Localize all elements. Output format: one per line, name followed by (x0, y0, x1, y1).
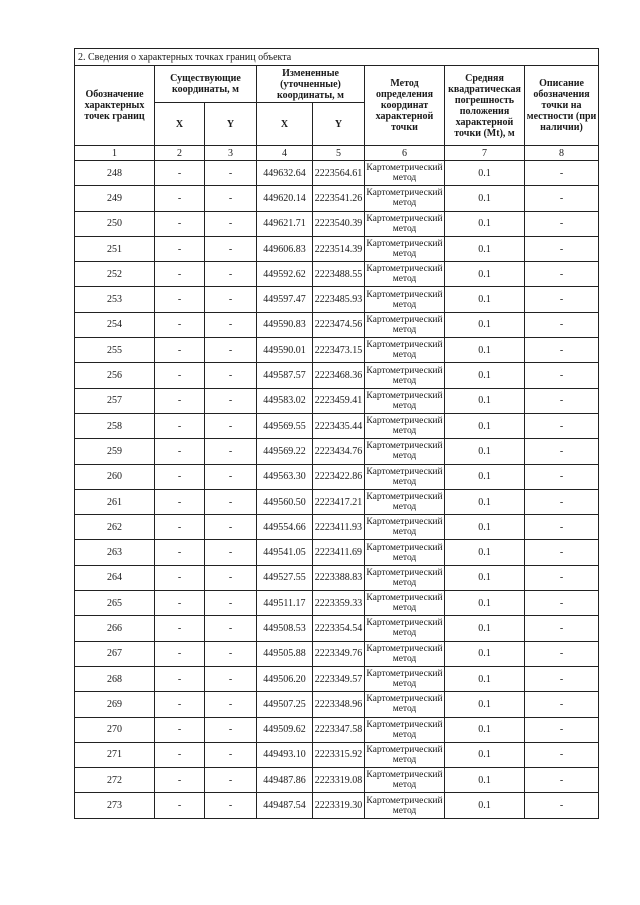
header-existing-y: Y (205, 103, 257, 146)
rms-error-cell: 0.1 (445, 186, 525, 211)
header-method: Метод определения координат характерной точки (365, 66, 445, 146)
existing-y-cell: - (205, 565, 257, 590)
table-row (75, 312, 599, 337)
changed-y-cell: 2223411.69 (313, 540, 365, 565)
method-cell: Картометрический метод (365, 489, 445, 514)
method-cell: Картометрический метод (365, 515, 445, 540)
changed-y-cell: 2223459.41 (313, 388, 365, 413)
rms-error-cell: 0.1 (445, 464, 525, 489)
point-number-cell: 254 (75, 312, 155, 337)
changed-x-cell: 449505.88 (257, 641, 313, 666)
method-cell: Картометрический метод (365, 363, 445, 388)
existing-x-cell: - (155, 211, 205, 236)
rms-error-cell: 0.1 (445, 388, 525, 413)
method-cell: Картометрический метод (365, 287, 445, 312)
changed-x-cell: 449606.83 (257, 236, 313, 261)
changed-y-cell: 2223541.26 (313, 186, 365, 211)
point-number-cell: 264 (75, 565, 155, 590)
table-body (75, 161, 599, 819)
table-row (75, 236, 599, 261)
changed-y-cell: 2223435.44 (313, 413, 365, 438)
existing-y-cell: - (205, 439, 257, 464)
changed-x-cell: 449592.62 (257, 262, 313, 287)
changed-x-cell: 449527.55 (257, 565, 313, 590)
existing-y-cell: - (205, 236, 257, 261)
column-number: 7 (445, 146, 525, 161)
existing-y-cell: - (205, 793, 257, 818)
description-cell: - (525, 363, 599, 388)
rms-error-cell: 0.1 (445, 793, 525, 818)
description-cell: - (525, 489, 599, 514)
description-cell: - (525, 211, 599, 236)
point-number-cell: 258 (75, 413, 155, 438)
changed-x-cell: 449583.02 (257, 388, 313, 413)
description-cell: - (525, 591, 599, 616)
table-row (75, 161, 599, 186)
point-number-cell: 249 (75, 186, 155, 211)
point-number-cell: 253 (75, 287, 155, 312)
description-cell: - (525, 388, 599, 413)
changed-y-cell: 2223347.58 (313, 717, 365, 742)
existing-y-cell: - (205, 742, 257, 767)
existing-x-cell: - (155, 565, 205, 590)
existing-x-cell: - (155, 616, 205, 641)
existing-x-cell: - (155, 439, 205, 464)
description-cell: - (525, 641, 599, 666)
changed-y-cell: 2223514.39 (313, 236, 365, 261)
method-cell: Картометрический метод (365, 338, 445, 363)
table-row (75, 641, 599, 666)
point-number-cell: 269 (75, 692, 155, 717)
point-number-cell: 265 (75, 591, 155, 616)
existing-x-cell: - (155, 515, 205, 540)
section-title-row (75, 49, 599, 66)
description-cell: - (525, 186, 599, 211)
existing-x-cell: - (155, 641, 205, 666)
table-row (75, 515, 599, 540)
point-number-cell: 271 (75, 742, 155, 767)
method-cell: Картометрический метод (365, 616, 445, 641)
method-cell: Картометрический метод (365, 186, 445, 211)
existing-y-cell: - (205, 489, 257, 514)
table-row (75, 262, 599, 287)
changed-x-cell: 449590.01 (257, 338, 313, 363)
existing-x-cell: - (155, 793, 205, 818)
existing-x-cell: - (155, 186, 205, 211)
column-number-row (75, 146, 599, 161)
rms-error-cell: 0.1 (445, 312, 525, 337)
description-cell: - (525, 439, 599, 464)
method-cell: Картометрический метод (365, 312, 445, 337)
table-row (75, 186, 599, 211)
table-row (75, 464, 599, 489)
changed-y-cell: 2223319.30 (313, 793, 365, 818)
table-row (75, 540, 599, 565)
existing-x-cell: - (155, 717, 205, 742)
description-cell: - (525, 540, 599, 565)
method-cell: Картометрический метод (365, 236, 445, 261)
rms-error-cell: 0.1 (445, 717, 525, 742)
column-number: 2 (155, 146, 205, 161)
point-number-cell: 257 (75, 388, 155, 413)
existing-x-cell: - (155, 742, 205, 767)
point-number-cell: 267 (75, 641, 155, 666)
changed-x-cell: 449590.83 (257, 312, 313, 337)
existing-y-cell: - (205, 641, 257, 666)
changed-x-cell: 449507.25 (257, 692, 313, 717)
changed-y-cell: 2223474.56 (313, 312, 365, 337)
point-number-cell: 266 (75, 616, 155, 641)
existing-x-cell: - (155, 666, 205, 691)
changed-x-cell: 449554.66 (257, 515, 313, 540)
description-cell: - (525, 616, 599, 641)
changed-x-cell: 449508.53 (257, 616, 313, 641)
changed-x-cell: 449493.10 (257, 742, 313, 767)
rms-error-cell: 0.1 (445, 489, 525, 514)
changed-x-cell: 449487.86 (257, 768, 313, 793)
column-number: 5 (313, 146, 365, 161)
header-description: Описание обозначения точки на местности (при наличии) (525, 66, 599, 146)
changed-y-cell: 2223349.76 (313, 641, 365, 666)
point-number-cell: 261 (75, 489, 155, 514)
method-cell: Картометрический метод (365, 161, 445, 186)
method-cell: Картометрический метод (365, 464, 445, 489)
changed-x-cell: 449563.30 (257, 464, 313, 489)
existing-y-cell: - (205, 692, 257, 717)
changed-y-cell: 2223422.86 (313, 464, 365, 489)
existing-x-cell: - (155, 262, 205, 287)
existing-y-cell: - (205, 616, 257, 641)
rms-error-cell: 0.1 (445, 515, 525, 540)
method-cell: Картометрический метод (365, 793, 445, 818)
description-cell: - (525, 692, 599, 717)
point-number-cell: 255 (75, 338, 155, 363)
existing-x-cell: - (155, 489, 205, 514)
table-row (75, 742, 599, 767)
method-cell: Картометрический метод (365, 692, 445, 717)
table-row (75, 768, 599, 793)
header-existing-x: X (155, 103, 205, 146)
existing-x-cell: - (155, 540, 205, 565)
method-cell: Картометрический метод (365, 591, 445, 616)
method-cell: Картометрический метод (365, 641, 445, 666)
header-changed-y: Y (313, 103, 365, 146)
existing-x-cell: - (155, 692, 205, 717)
existing-x-cell: - (155, 413, 205, 438)
changed-x-cell: 449541.05 (257, 540, 313, 565)
column-number: 3 (205, 146, 257, 161)
rms-error-cell: 0.1 (445, 565, 525, 590)
method-cell: Картометрический метод (365, 717, 445, 742)
method-cell: Картометрический метод (365, 540, 445, 565)
table-row (75, 413, 599, 438)
point-number-cell: 256 (75, 363, 155, 388)
description-cell: - (525, 161, 599, 186)
existing-y-cell: - (205, 186, 257, 211)
existing-x-cell: - (155, 768, 205, 793)
point-number-cell: 250 (75, 211, 155, 236)
table-row (75, 338, 599, 363)
existing-x-cell: - (155, 161, 205, 186)
existing-y-cell: - (205, 717, 257, 742)
table-row (75, 388, 599, 413)
method-cell: Картометрический метод (365, 413, 445, 438)
description-cell: - (525, 464, 599, 489)
changed-x-cell: 449620.14 (257, 186, 313, 211)
description-cell: - (525, 515, 599, 540)
table-row (75, 616, 599, 641)
rms-error-cell: 0.1 (445, 616, 525, 641)
point-number-cell: 248 (75, 161, 155, 186)
changed-x-cell: 449621.71 (257, 211, 313, 236)
method-cell: Картометрический метод (365, 666, 445, 691)
method-cell: Картометрический метод (365, 742, 445, 767)
table-row (75, 363, 599, 388)
table-row (75, 211, 599, 236)
existing-x-cell: - (155, 312, 205, 337)
existing-x-cell: - (155, 338, 205, 363)
description-cell: - (525, 287, 599, 312)
changed-y-cell: 2223564.61 (313, 161, 365, 186)
point-number-cell: 251 (75, 236, 155, 261)
boundary-points-table (74, 48, 599, 819)
changed-y-cell: 2223411.93 (313, 515, 365, 540)
description-cell: - (525, 768, 599, 793)
changed-y-cell: 2223348.96 (313, 692, 365, 717)
changed-y-cell: 2223488.55 (313, 262, 365, 287)
changed-y-cell: 2223434.76 (313, 439, 365, 464)
description-cell: - (525, 262, 599, 287)
changed-x-cell: 449569.55 (257, 413, 313, 438)
description-cell: - (525, 236, 599, 261)
table-row (75, 793, 599, 818)
section-title: 2. Сведения о характерных точках границ объекта (75, 49, 599, 66)
existing-x-cell: - (155, 287, 205, 312)
existing-y-cell: - (205, 515, 257, 540)
description-cell: - (525, 312, 599, 337)
rms-error-cell: 0.1 (445, 540, 525, 565)
table-row (75, 565, 599, 590)
table-row (75, 717, 599, 742)
document-sheet (74, 48, 598, 819)
rms-error-cell: 0.1 (445, 439, 525, 464)
table-row (75, 287, 599, 312)
point-number-cell: 259 (75, 439, 155, 464)
rms-error-cell: 0.1 (445, 363, 525, 388)
changed-y-cell: 2223388.83 (313, 565, 365, 590)
table-row (75, 692, 599, 717)
method-cell: Картометрический метод (365, 439, 445, 464)
changed-y-cell: 2223485.93 (313, 287, 365, 312)
rms-error-cell: 0.1 (445, 262, 525, 287)
existing-y-cell: - (205, 413, 257, 438)
existing-y-cell: - (205, 768, 257, 793)
method-cell: Картометрический метод (365, 768, 445, 793)
changed-x-cell: 449569.22 (257, 439, 313, 464)
rms-error-cell: 0.1 (445, 641, 525, 666)
table-row (75, 591, 599, 616)
point-number-cell: 252 (75, 262, 155, 287)
changed-y-cell: 2223354.54 (313, 616, 365, 641)
changed-y-cell: 2223417.21 (313, 489, 365, 514)
point-number-cell: 260 (75, 464, 155, 489)
header-row-1 (75, 66, 599, 103)
method-cell: Картометрический метод (365, 388, 445, 413)
existing-y-cell: - (205, 287, 257, 312)
existing-y-cell: - (205, 591, 257, 616)
rms-error-cell: 0.1 (445, 768, 525, 793)
rms-error-cell: 0.1 (445, 161, 525, 186)
changed-x-cell: 449509.62 (257, 717, 313, 742)
existing-x-cell: - (155, 464, 205, 489)
method-cell: Картометрический метод (365, 565, 445, 590)
existing-y-cell: - (205, 312, 257, 337)
description-cell: - (525, 793, 599, 818)
column-number: 6 (365, 146, 445, 161)
existing-y-cell: - (205, 161, 257, 186)
method-cell: Картометрический метод (365, 211, 445, 236)
rms-error-cell: 0.1 (445, 413, 525, 438)
column-number: 4 (257, 146, 313, 161)
header-existing-coords: Существующие координаты, м (155, 66, 257, 103)
changed-x-cell: 449632.64 (257, 161, 313, 186)
rms-error-cell: 0.1 (445, 666, 525, 691)
header-changed-x: X (257, 103, 313, 146)
existing-y-cell: - (205, 363, 257, 388)
rms-error-cell: 0.1 (445, 236, 525, 261)
existing-x-cell: - (155, 363, 205, 388)
changed-x-cell: 449587.57 (257, 363, 313, 388)
rms-error-cell: 0.1 (445, 692, 525, 717)
changed-x-cell: 449511.17 (257, 591, 313, 616)
header-changed-coords: Измененные (уточненные) координаты, м (257, 66, 365, 103)
header-rms-error: Средняя квадратическая погрешность положения характерной точки (Mt), м (445, 66, 525, 146)
changed-y-cell: 2223349.57 (313, 666, 365, 691)
changed-y-cell: 2223540.39 (313, 211, 365, 236)
changed-y-cell: 2223468.36 (313, 363, 365, 388)
existing-y-cell: - (205, 262, 257, 287)
description-cell: - (525, 717, 599, 742)
description-cell: - (525, 742, 599, 767)
existing-y-cell: - (205, 338, 257, 363)
existing-x-cell: - (155, 388, 205, 413)
table-row (75, 439, 599, 464)
existing-y-cell: - (205, 211, 257, 236)
method-cell: Картометрический метод (365, 262, 445, 287)
changed-x-cell: 449506.20 (257, 666, 313, 691)
description-cell: - (525, 666, 599, 691)
description-cell: - (525, 338, 599, 363)
description-cell: - (525, 565, 599, 590)
point-number-cell: 270 (75, 717, 155, 742)
description-cell: - (525, 413, 599, 438)
rms-error-cell: 0.1 (445, 211, 525, 236)
changed-y-cell: 2223473.15 (313, 338, 365, 363)
changed-x-cell: 449487.54 (257, 793, 313, 818)
point-number-cell: 263 (75, 540, 155, 565)
table-row (75, 666, 599, 691)
rms-error-cell: 0.1 (445, 591, 525, 616)
column-number: 8 (525, 146, 599, 161)
point-number-cell: 262 (75, 515, 155, 540)
column-number: 1 (75, 146, 155, 161)
existing-x-cell: - (155, 591, 205, 616)
rms-error-cell: 0.1 (445, 338, 525, 363)
changed-y-cell: 2223319.08 (313, 768, 365, 793)
point-number-cell: 272 (75, 768, 155, 793)
header-point-designation: Обозначение характерных точек границ (75, 66, 155, 146)
rms-error-cell: 0.1 (445, 742, 525, 767)
existing-y-cell: - (205, 464, 257, 489)
existing-x-cell: - (155, 236, 205, 261)
point-number-cell: 273 (75, 793, 155, 818)
existing-y-cell: - (205, 388, 257, 413)
point-number-cell: 268 (75, 666, 155, 691)
rms-error-cell: 0.1 (445, 287, 525, 312)
existing-y-cell: - (205, 540, 257, 565)
changed-x-cell: 449560.50 (257, 489, 313, 514)
changed-y-cell: 2223315.92 (313, 742, 365, 767)
table-row (75, 489, 599, 514)
changed-x-cell: 449597.47 (257, 287, 313, 312)
changed-y-cell: 2223359.33 (313, 591, 365, 616)
existing-y-cell: - (205, 666, 257, 691)
